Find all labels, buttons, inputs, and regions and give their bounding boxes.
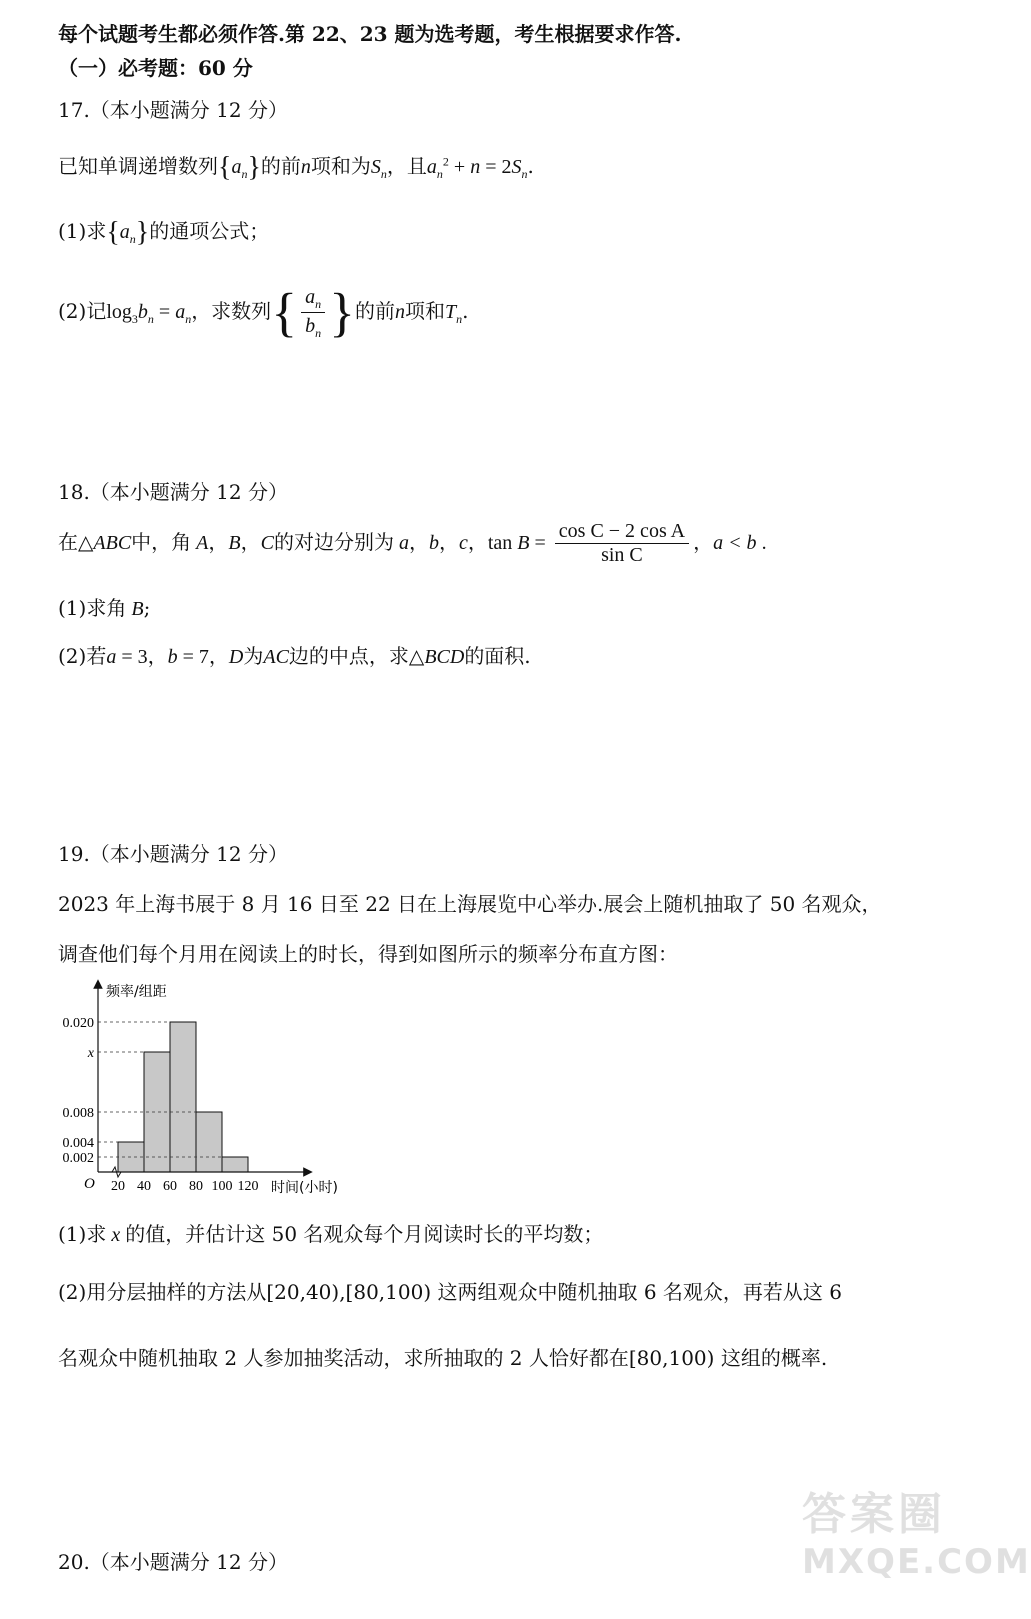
- y-tick-label: 0.020: [62, 1016, 94, 1031]
- x-tick-label: 80: [189, 1179, 203, 1194]
- q17-part2-post: 的前: [355, 299, 396, 323]
- origin-label: O: [84, 1176, 95, 1192]
- y-tick-label: x: [87, 1046, 94, 1061]
- x-tick-label: 120: [237, 1179, 259, 1194]
- q17-part1-pre: (1)求: [58, 219, 107, 243]
- y-tick-label: 0.004: [62, 1136, 94, 1151]
- q17-stem-text: 已知单调递增数列: [58, 154, 218, 178]
- histogram-bar: [170, 1022, 196, 1172]
- q19-part2-line2: 名观众中随机抽取 2 人参加抽奖活动，求所抽取的 2 人恰好都在[80,100) 这组的概率.: [58, 1346, 828, 1370]
- x-tick-label: 20: [111, 1179, 125, 1194]
- q18-condition: a < b: [713, 532, 757, 554]
- q17-part1: (1)求$\{a_n\}$的通项公式；: [58, 217, 270, 248]
- q19-part2-line1: (2)用分层抽样的方法从[20,40),[80,100) 这两组观众中随机抽取 6 名观众，再若从这 6: [58, 1280, 843, 1304]
- q17-part2: (2)记$\log_3b_n = a_n$，求数列{ $\frac{a_n}{b_n}$ }的前n项和$T_n$.: [58, 282, 469, 343]
- histogram-bar: [196, 1112, 222, 1172]
- q19-header: 19.（本小题满分 12 分）: [58, 842, 288, 866]
- q18-tan-label: tan: [487, 532, 513, 554]
- watermark-text: 答案圈: [802, 1489, 946, 1540]
- q18-stem-pre: 在: [58, 530, 78, 554]
- q17-part2-pre: (2)记: [58, 299, 107, 323]
- q18-stem-mid: 中，角: [131, 530, 192, 554]
- q17-part2-end: .: [462, 299, 469, 323]
- q18-part1-pre: (1)求角: [58, 596, 127, 620]
- x-tick-label: 100: [211, 1179, 233, 1194]
- q19-stem-line2: 调查他们每个月用在阅读上的时长，得到如图所示的频率分布直方图：: [58, 942, 678, 966]
- histogram-bar: [222, 1157, 248, 1172]
- q20-header: 20.（本小题满分 12 分）: [58, 1550, 288, 1574]
- q18-part1-end: ;: [143, 596, 151, 620]
- x-tick-label: 40: [137, 1179, 151, 1194]
- q18-part1: (1)求角 B;: [58, 596, 151, 620]
- q18-part2-mid: 为: [243, 644, 264, 668]
- site-watermark-logo: [792, 1478, 1031, 1598]
- q18-frac-denominator: sin C: [601, 544, 643, 566]
- frequency-histogram: [50, 978, 370, 1198]
- q17-header: 17.（本小题满分 12 分）: [58, 98, 288, 122]
- q18-part2-mid-2: 边的中点，求△: [288, 644, 425, 668]
- section-instruction: 每个试题考生都必须作答.第 22、23 题为选考题，考生根据要求作答.: [58, 22, 682, 46]
- q18-part2: (2)若a = 3，b = 7，D为AC边的中点，求△BCD的面积.: [58, 644, 531, 668]
- q18-part2-pre: (2)若: [58, 644, 107, 668]
- q17-stem-end: .: [527, 154, 534, 178]
- y-tick-label: 0.008: [62, 1106, 94, 1121]
- q19-part1-pre: (1)求: [58, 1222, 107, 1246]
- q18-header: 18.（本小题满分 12 分）: [58, 480, 288, 504]
- y-axis-label: 频率/组距: [106, 984, 167, 1000]
- q17-stem-text-2: 的前: [260, 154, 301, 178]
- q17-part2-post-2: 项和: [405, 299, 446, 323]
- q17-stem-text-4: ，且: [386, 154, 427, 178]
- y-tick-label: 0.002: [62, 1151, 94, 1166]
- q17-stem: 已知单调递增数列$\{a_n\}$的前n项和为$S_n$，且$a_n^2 + n = 2S_n$.: [58, 152, 534, 183]
- x-tick-label: 60: [163, 1179, 177, 1194]
- q19-part1: (1)求 x 的值，并估计这 50 名观众每个月阅读时长的平均数；: [58, 1222, 604, 1246]
- q17-part1-post: 的通项公式；: [149, 219, 270, 243]
- q17-part2-mid: ，求数列: [191, 299, 272, 323]
- q18-part2-end: 的面积.: [464, 644, 531, 668]
- x-axis-label: 时间(小时): [271, 1180, 338, 1196]
- q18-stem-list: 的对边分别为: [273, 530, 394, 554]
- watermark-url: MXQE.COM: [802, 1542, 1031, 1582]
- section-heading: （一）必考题：60 分: [58, 56, 253, 80]
- q19-part1-post: 的值，并估计这 50 名观众每个月阅读时长的平均数；: [125, 1222, 604, 1246]
- q18-frac-numerator: cos C − 2 cos A: [555, 520, 689, 544]
- q17-stem-text-3: 项和为: [310, 154, 371, 178]
- q18-stem: 在△ABC中，角 A，B，C的对边分别为 a，b，c，tan B = $\frac{\text{cos C − 2 cos A}}{\text{sin C}}$ ，a < b .: [58, 520, 767, 566]
- q19-stem-line1: 2023 年上海书展于 8 月 16 日至 22 日在上海展览中心举办.展会上随机抽取了 50 名观众，: [58, 892, 882, 916]
